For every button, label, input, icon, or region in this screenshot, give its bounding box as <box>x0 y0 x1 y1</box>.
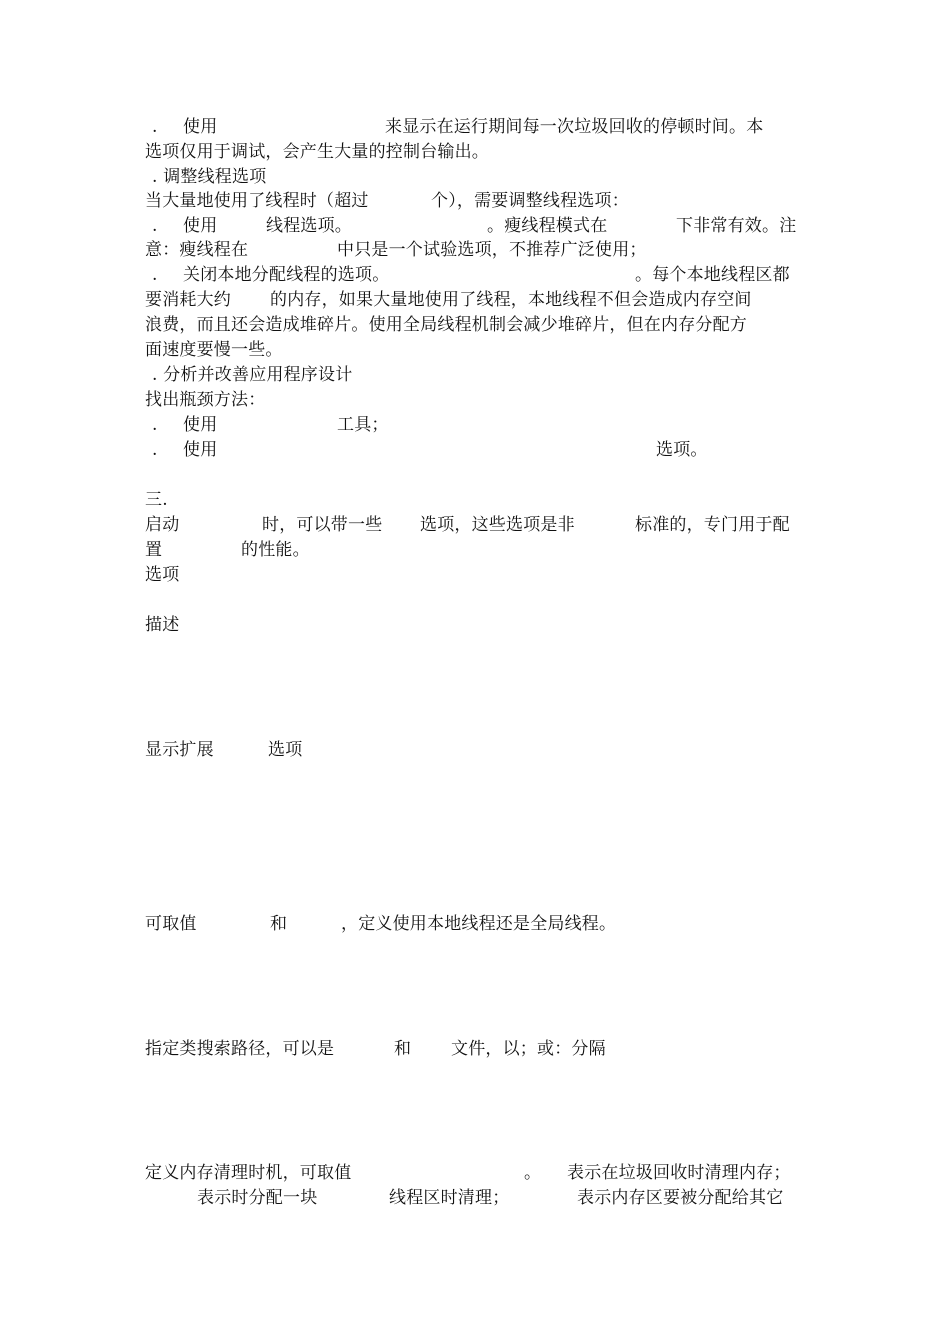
table-header-description: 描述 <box>145 615 180 635</box>
table-cell: 文件，以；或：分隔 <box>451 1039 606 1059</box>
table-cell: 和 <box>394 1039 412 1059</box>
text-line: 使用 <box>183 216 218 236</box>
table-cell: 选项 <box>268 740 303 760</box>
table-cell: 表示时分配一块 <box>197 1188 318 1208</box>
text-line: 标准的，专门用于配 <box>635 515 790 535</box>
table-header-option: 选项 <box>145 565 180 585</box>
text-line: . <box>152 415 158 435</box>
text-line: 。瘦线程模式在 <box>487 216 608 236</box>
table-cell: 和 <box>270 914 288 934</box>
text-line: 使用 <box>183 415 218 435</box>
table-cell: 可取值 <box>145 914 197 934</box>
text-line: 使用 <box>183 440 218 460</box>
text-line: 意：瘦线程在 <box>145 240 249 260</box>
text-line: 时，可以带一些 <box>262 515 383 535</box>
table-cell: 指定类搜索路径，可以是 <box>145 1039 335 1059</box>
section-heading: 三. <box>145 490 168 510</box>
text-line: 选项，这些选项是非 <box>420 515 575 535</box>
table-cell: 显示扩展 <box>145 740 214 760</box>
text-line: . <box>152 265 158 285</box>
text-line: 工具； <box>337 415 389 435</box>
text-line: 当大量地使用了线程时（超过 <box>145 191 369 211</box>
text-line: 找出瓶颈方法： <box>145 390 266 410</box>
text-line: 个），需要调整线程选项： <box>431 191 629 211</box>
section-heading: . 分析并改善应用程序设计 <box>152 365 353 385</box>
table-cell: ，定义使用本地线程还是全局线程。 <box>341 914 617 934</box>
table-cell: 。 <box>524 1163 542 1183</box>
text-line: 的内存，如果大量地使用了线程，本地线程不但会造成内存空间 <box>270 290 752 310</box>
text-line: 中只是一个试验选项，不推荐广泛使用； <box>337 240 647 260</box>
text-line: 浪费，而且还会造成堆碎片。使用全局线程机制会减少堆碎片，但在内存分配方 <box>145 315 747 335</box>
text-line: . <box>152 117 158 137</box>
table-cell: 表示内存区要被分配给其它 <box>577 1188 784 1208</box>
table-cell: 定义内存清理时机，可取值 <box>145 1163 352 1183</box>
text-line: 置 <box>145 540 163 560</box>
text-line: 下非常有效。注 <box>676 216 797 236</box>
text-line: 选项仅用于调试，会产生大量的控制台输出。 <box>145 142 489 162</box>
text-line: 面速度要慢一些。 <box>145 340 283 360</box>
text-line: 关闭本地分配线程的选项。 <box>183 265 390 285</box>
text-line: 使用 <box>183 117 218 137</box>
text-line: 启动 <box>145 515 180 535</box>
text-line: 要消耗大约 <box>145 290 231 310</box>
section-heading: . 调整线程选项 <box>152 167 267 187</box>
text-line: . <box>152 440 158 460</box>
text-line: 选项。 <box>656 440 708 460</box>
text-line: 线程选项。 <box>266 216 352 236</box>
text-line: 。每个本地线程区都 <box>635 265 790 285</box>
text-line: . <box>152 216 158 236</box>
text-line: 的性能。 <box>241 540 310 560</box>
text-line: 来显示在运行期间每一次垃圾回收的停顿时间。本 <box>385 117 764 137</box>
table-cell: 线程区时清理； <box>389 1188 510 1208</box>
table-cell: 表示在垃圾回收时清理内存； <box>567 1163 791 1183</box>
